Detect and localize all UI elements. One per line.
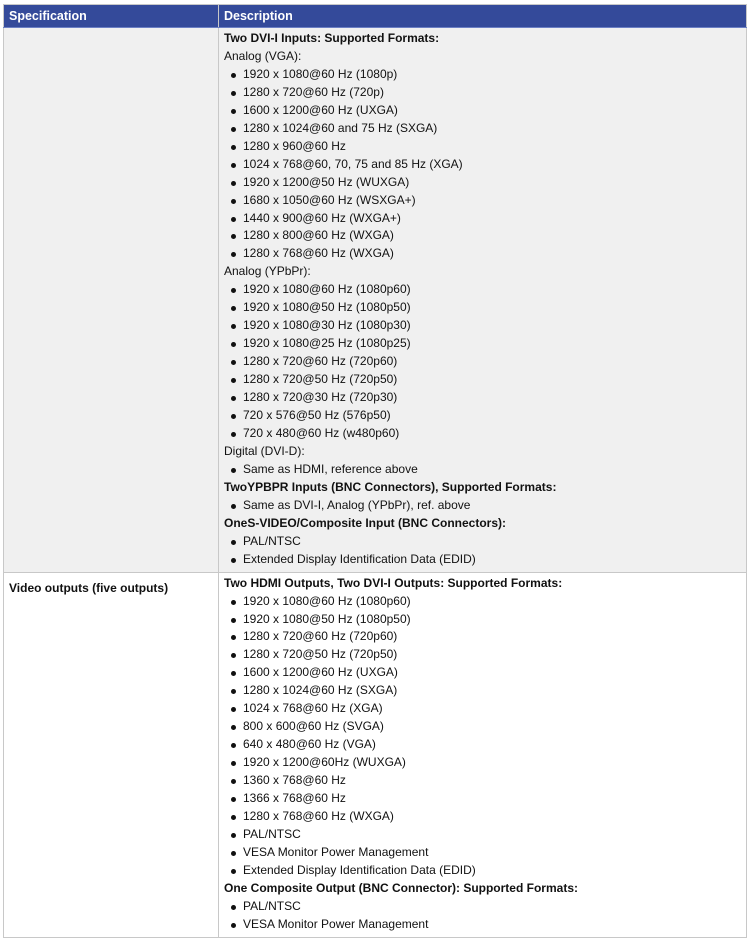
list-item: 1280 x 960@60 Hz bbox=[224, 138, 741, 156]
list-item: 1920 x 1080@50 Hz (1080p50) bbox=[224, 611, 741, 629]
format-list bbox=[224, 593, 741, 880]
list-item: Same as DVI-I, Analog (YPbPr), ref. above bbox=[224, 497, 741, 515]
list-item: 1280 x 720@50 Hz (720p50) bbox=[224, 371, 741, 389]
table-header-row bbox=[4, 5, 747, 28]
format-list bbox=[224, 281, 741, 443]
format-list bbox=[224, 898, 741, 934]
list-item: 1280 x 720@60 Hz (720p60) bbox=[224, 353, 741, 371]
column-header-specification: Specification bbox=[4, 5, 219, 28]
description-cell bbox=[219, 28, 747, 573]
list-item: 1920 x 1200@50 Hz (WUXGA) bbox=[224, 174, 741, 192]
list-item: 1440 x 900@60 Hz (WXGA+) bbox=[224, 210, 741, 228]
section-heading: One Composite Output (BNC Connector): Supported Formats: bbox=[224, 880, 578, 895]
specification-cell bbox=[4, 28, 219, 573]
list-item: 1920 x 1200@60Hz (WUXGA) bbox=[224, 754, 741, 772]
section-heading: Two DVI-I Inputs: Supported Formats: bbox=[224, 31, 440, 45]
table-row bbox=[4, 572, 747, 937]
list-item: Extended Display Identification Data (EDID) bbox=[224, 551, 741, 569]
list-item: PAL/NTSC bbox=[224, 533, 741, 551]
list-item: 1920 x 1080@50 Hz (1080p50) bbox=[224, 299, 741, 317]
list-item: 1280 x 720@60 Hz (720p60) bbox=[224, 628, 741, 646]
list-item: 1680 x 1050@60 Hz (WSXGA+) bbox=[224, 192, 741, 210]
table-row bbox=[4, 28, 747, 573]
section-heading: OneS-VIDEO/Composite Input (BNC Connectors): bbox=[224, 515, 506, 530]
list-item: 1366 x 768@60 Hz bbox=[224, 790, 741, 808]
list-item: 1920 x 1080@25 Hz (1080p25) bbox=[224, 335, 741, 353]
list-item: VESA Monitor Power Management bbox=[224, 844, 741, 862]
list-item: 1024 x 768@60, 70, 75 and 85 Hz (XGA) bbox=[224, 156, 741, 174]
list-item: Extended Display Identification Data (EDID) bbox=[224, 862, 741, 880]
list-item: VESA Monitor Power Management bbox=[224, 916, 741, 934]
list-item: 1600 x 1200@60 Hz (UXGA) bbox=[224, 102, 741, 120]
list-item: 1600 x 1200@60 Hz (UXGA) bbox=[224, 664, 741, 682]
list-item: 1280 x 768@60 Hz (WXGA) bbox=[224, 808, 741, 826]
list-item: 720 x 576@50 Hz (576p50) bbox=[224, 407, 741, 425]
list-item: 1280 x 1024@60 Hz (SXGA) bbox=[224, 682, 741, 700]
section-heading: TwoYPBPR Inputs (BNC Connectors), Supported Formats: bbox=[224, 479, 557, 494]
list-item: 1360 x 768@60 Hz bbox=[224, 772, 741, 790]
column-header-description: Description bbox=[219, 5, 747, 28]
list-item: 1280 x 720@60 Hz (720p) bbox=[224, 84, 741, 102]
subsection-label: Digital (DVI-D): bbox=[224, 443, 305, 458]
list-item: PAL/NTSC bbox=[224, 898, 741, 916]
subsection-label: Analog (VGA): bbox=[224, 48, 302, 63]
list-item: 1280 x 768@60 Hz (WXGA) bbox=[224, 245, 741, 263]
list-item: 1024 x 768@60 Hz (XGA) bbox=[224, 700, 741, 718]
section-heading: Two HDMI Outputs, Two DVI-I Outputs: Supported Formats: bbox=[224, 575, 563, 590]
list-item: 640 x 480@60 Hz (VGA) bbox=[224, 736, 741, 754]
subsection-label: Analog (YPbPr): bbox=[224, 264, 311, 279]
list-item: Same as HDMI, reference above bbox=[224, 461, 741, 479]
format-list bbox=[224, 533, 741, 569]
list-item: 1280 x 720@50 Hz (720p50) bbox=[224, 646, 741, 664]
list-item: 1920 x 1080@60 Hz (1080p) bbox=[224, 66, 741, 84]
description-cell bbox=[219, 572, 747, 937]
list-item: PAL/NTSC bbox=[224, 826, 741, 844]
list-item: 1280 x 720@30 Hz (720p30) bbox=[224, 389, 741, 407]
list-item: 1280 x 1024@60 and 75 Hz (SXGA) bbox=[224, 120, 741, 138]
list-item: 1920 x 1080@60 Hz (1080p60) bbox=[224, 593, 741, 611]
specification-cell bbox=[4, 572, 219, 937]
list-item: 800 x 600@60 Hz (SVGA) bbox=[224, 718, 741, 736]
specification-name: Video outputs (five outputs) bbox=[9, 580, 169, 595]
list-item: 720 x 480@60 Hz (w480p60) bbox=[224, 425, 741, 443]
list-item: 1920 x 1080@30 Hz (1080p30) bbox=[224, 317, 741, 335]
specification-table bbox=[3, 4, 747, 938]
format-list bbox=[224, 497, 741, 515]
list-item: 1280 x 800@60 Hz (WXGA) bbox=[224, 227, 741, 245]
list-item: 1920 x 1080@60 Hz (1080p60) bbox=[224, 281, 741, 299]
specification-name bbox=[9, 30, 213, 35]
format-list bbox=[224, 461, 741, 479]
format-list bbox=[224, 66, 741, 263]
